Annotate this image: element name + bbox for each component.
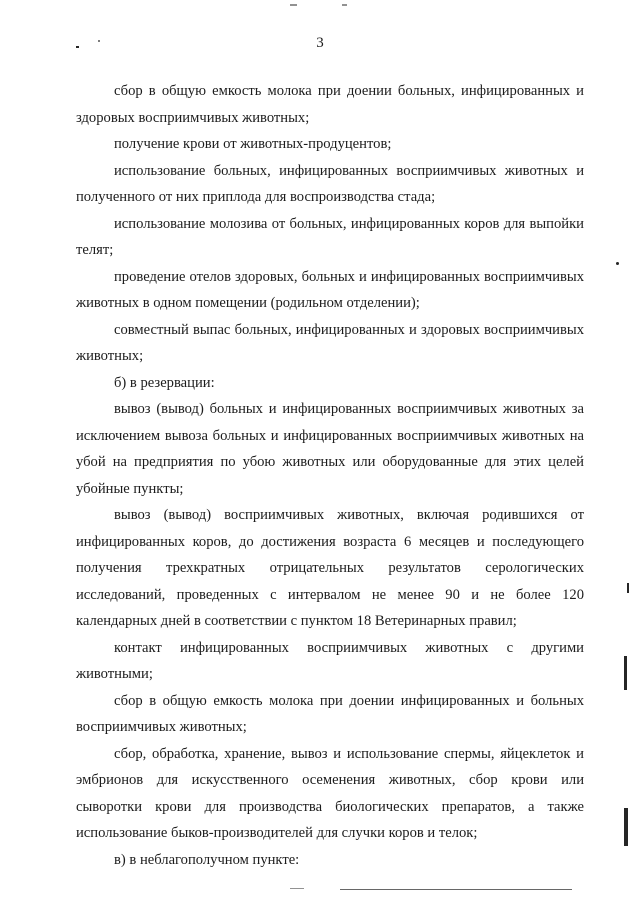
scan-mark-right-1 bbox=[627, 583, 629, 593]
scan-dot-right bbox=[616, 262, 619, 265]
paragraph-blood-collection: получение крови от животных-продуцентов; bbox=[114, 136, 392, 152]
scan-mark-top-right bbox=[342, 4, 347, 6]
paragraph-removal-young: вывоз (вывод) восприимчивых животных, включая родившихся от инфицированных коров, до достижения возраста 6 месяцев и последующего получения трехкратных отрицательных результатов серологических исследований, проведенных с интервалом не менее 90 и не более 120 календарных дней в соответствии с пунктом 18 Ветеринарных правил; bbox=[76, 507, 584, 629]
scan-mark-bottom bbox=[290, 888, 304, 889]
subsection-heading-reservation: б) в резервации: bbox=[114, 374, 215, 391]
scan-line-bottom bbox=[340, 889, 572, 890]
paragraph-semen-embryos: сбор, обработка, хранение, вывоз и использование спермы, яйцеклеток и эмбрионов для искусственного осеменения животных, сбор крови или сыворотки крови для производства биологических препаратов, а также использование быков-производителей для случки коров и телок; bbox=[76, 745, 584, 841]
scan-mark-top bbox=[290, 4, 297, 6]
subsection-heading-unfavorable-point: в) в неблагополучном пункте: bbox=[114, 851, 300, 868]
paragraph-milk-infected: сбор в общую емкость молока при доении инфицированных и больных восприимчивых животных; bbox=[76, 692, 584, 735]
paragraph-removal-sick: вывоз (вывод) больных и инфицированных восприимчивых животных за исключением вывоза больных и инфицированных восприимчивых животных на убой на предприятия по убою животных или оборудованные для этих целей убойные пункты; bbox=[76, 401, 584, 497]
paragraph-calving: проведение отелов здоровых, больных и инфицированных восприимчивых животных в одном помещении (родильном отделении); bbox=[76, 268, 584, 311]
scan-mark-left-2 bbox=[98, 40, 100, 42]
scan-mark-right-3 bbox=[624, 808, 628, 846]
paragraph-joint-grazing: совместный выпас больных, инфицированных и здоровых восприимчивых животных; bbox=[76, 321, 584, 364]
scan-mark-left bbox=[76, 46, 79, 48]
scan-mark-right-2 bbox=[624, 656, 627, 690]
document-body bbox=[76, 78, 584, 873]
page-number: 3 bbox=[316, 35, 324, 51]
paragraph-milk-collection: сбор в общую емкость молока при доении больных, инфицированных и здоровых восприимчивых животных; bbox=[76, 83, 584, 126]
paragraph-herd-reproduction: использование больных, инфицированных восприимчивых животных и полученного от них приплода для воспроизводства стада; bbox=[76, 162, 584, 205]
paragraph-colostrum: использование молозива от больных, инфицированных коров для выпойки телят; bbox=[76, 215, 584, 258]
paragraph-contact: контакт инфицированных восприимчивых животных с другими животными; bbox=[76, 639, 584, 682]
